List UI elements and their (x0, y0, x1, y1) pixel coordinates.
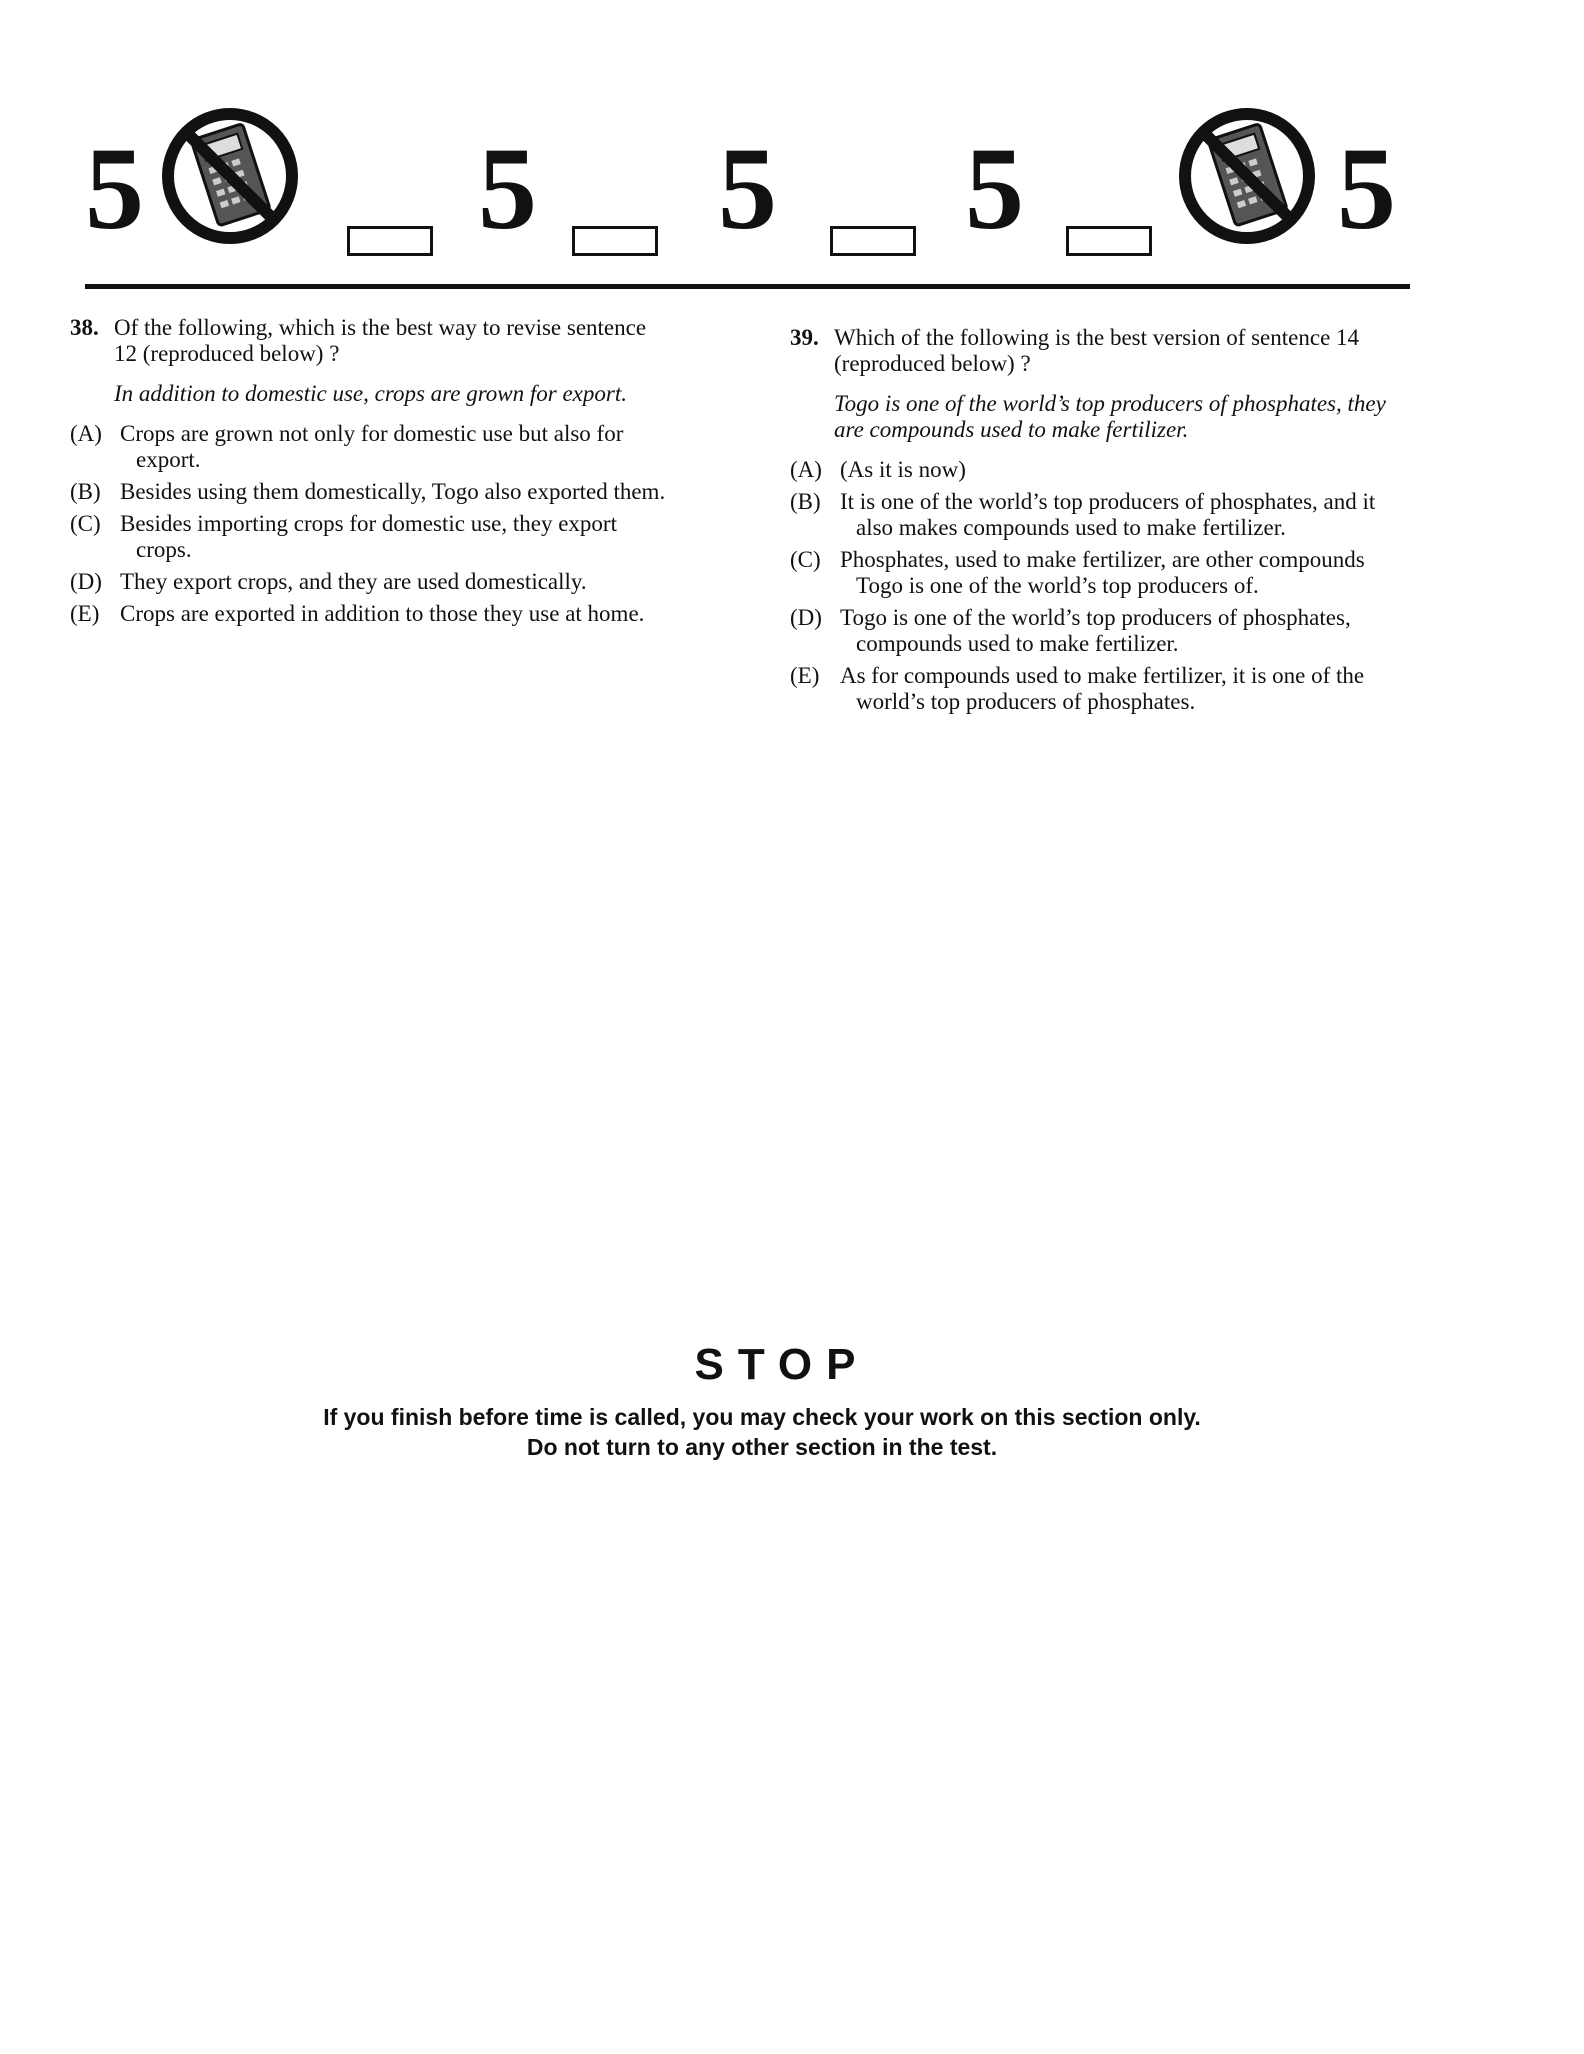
quoted-sentence: Togo is one of the world’s top producers of phosphates, they are compounds used to make fertilizer. (834, 391, 1386, 442)
question-39 (790, 325, 1410, 721)
answer-choice-a[interactable] (70, 421, 670, 473)
choice-letter: (E) (790, 663, 820, 688)
choice-letter: (B) (790, 489, 821, 514)
no-calculator-icon (160, 106, 300, 246)
choice-text: Phosphates, used to make fertilizer, are other compounds Togo is one of the world’s top producers of. (840, 547, 1365, 598)
question-38 (70, 315, 670, 633)
section-number: 5 (85, 123, 144, 254)
header-box (572, 226, 658, 256)
choice-text: Besides importing crops for domestic use, they export crops. (120, 511, 617, 562)
choice-text: As for compounds used to make fertilizer, it is one of the world’s top producers of phosphates. (840, 663, 1365, 714)
choice-letter: (C) (790, 547, 821, 572)
header-box (830, 226, 916, 256)
header-box (347, 226, 433, 256)
answer-choice-b[interactable] (790, 489, 1410, 541)
section-header (85, 100, 1405, 290)
stop-instruction: Do not turn to any other section in the test. (526, 1434, 998, 1460)
choice-letter: (A) (790, 457, 822, 482)
answer-choice-c[interactable] (70, 511, 670, 563)
stop-title: STOP (694, 1340, 870, 1389)
answer-choice-e[interactable] (790, 663, 1410, 715)
answer-choices (70, 421, 670, 627)
stop-notice (0, 1340, 1584, 1462)
choice-letter: (E) (70, 601, 100, 626)
question-text: Of the following, which is the best way to revise sentence 12 (reproduced below) ? (114, 315, 647, 366)
section-number: 5 (1337, 123, 1396, 254)
header-rule (85, 284, 1410, 289)
answer-choice-d[interactable] (70, 569, 670, 595)
answer-choice-b[interactable] (70, 479, 670, 505)
quoted-sentence: In addition to domestic use, crops are grown for export. (114, 381, 627, 406)
choice-letter: (D) (790, 605, 822, 630)
answer-choice-c[interactable] (790, 547, 1410, 599)
header-box (1066, 226, 1152, 256)
choice-text: (As it is now) (840, 457, 966, 482)
question-number: 38. (70, 315, 99, 340)
question-number: 39. (790, 325, 819, 350)
choice-text: Crops are exported in addition to those they use at home. (120, 601, 645, 626)
choice-text: They export crops, and they are used domestically. (120, 569, 587, 594)
choice-letter: (C) (70, 511, 101, 536)
answer-choice-a[interactable] (790, 457, 1410, 483)
choice-text: Besides using them domestically, Togo also exported them. (120, 479, 666, 504)
question-text: Which of the following is the best version of sentence 14 (reproduced below) ? (834, 325, 1360, 376)
answer-choice-e[interactable] (70, 601, 670, 627)
answer-choice-d[interactable] (790, 605, 1410, 657)
question-stem (70, 315, 670, 367)
choice-text: Togo is one of the world’s top producers of phosphates, compounds used to make fertilizer. (840, 605, 1351, 656)
choice-letter: (B) (70, 479, 101, 504)
answer-choices (790, 457, 1410, 715)
choice-text: It is one of the world’s top producers of phosphates, and it also makes compounds used to make fertilizer. (840, 489, 1376, 540)
choice-letter: (A) (70, 421, 102, 446)
choice-letter: (D) (70, 569, 102, 594)
no-calculator-icon (1177, 106, 1317, 246)
section-number: 5 (478, 123, 537, 254)
question-stem (790, 325, 1410, 377)
section-number: 5 (718, 123, 777, 254)
stop-instruction: If you finish before time is called, you may check your work on this section only. (323, 1404, 1201, 1430)
section-number: 5 (965, 123, 1024, 254)
choice-text: Crops are grown not only for domestic use but also for export. (120, 421, 624, 472)
